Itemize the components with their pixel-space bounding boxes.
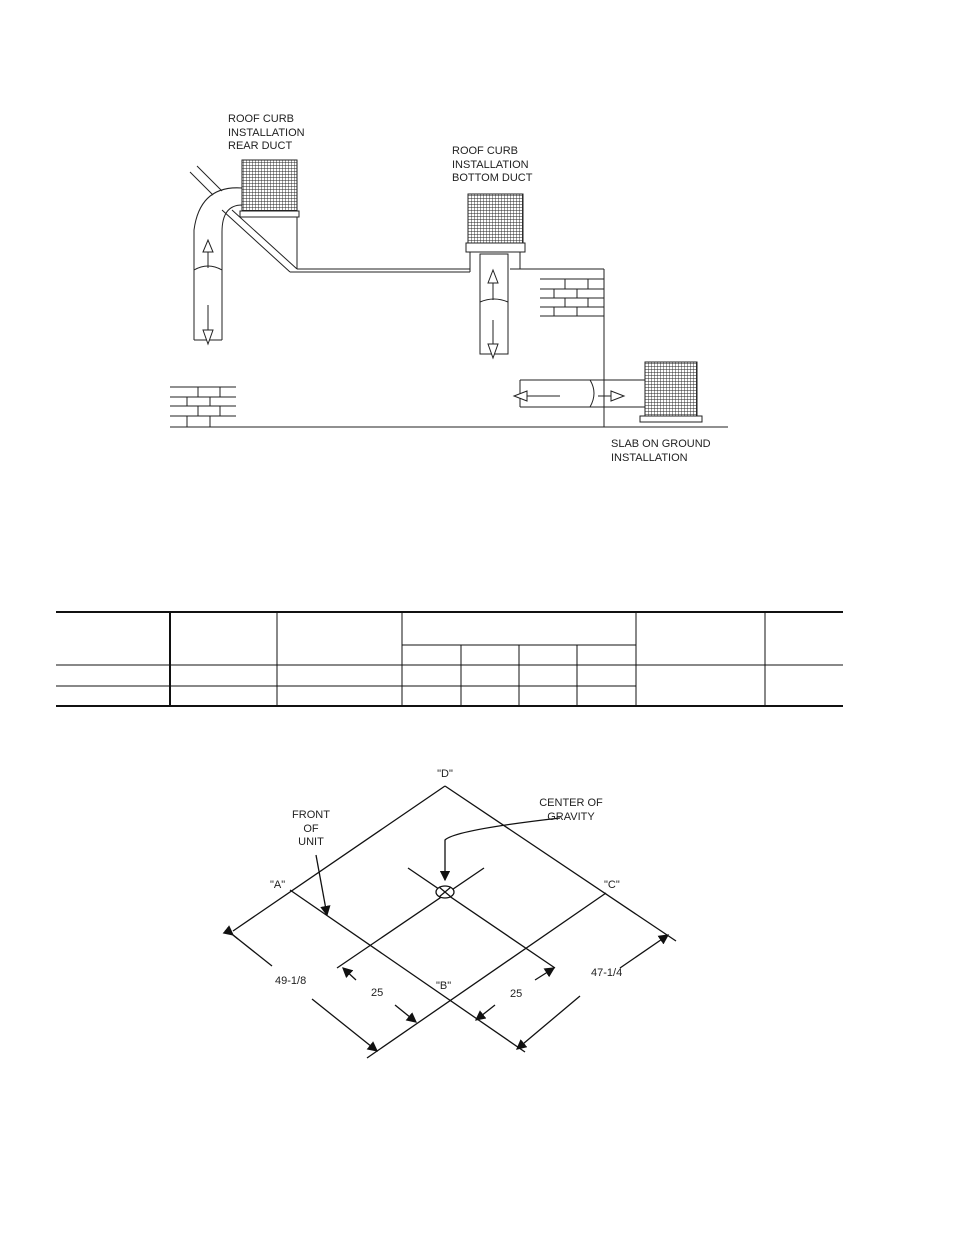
dimension-left-cg: 25 bbox=[371, 987, 384, 999]
edge-a-b bbox=[290, 890, 525, 1052]
corner-b-label: "B" bbox=[436, 980, 452, 992]
center-of-gravity-icon bbox=[436, 886, 454, 898]
label-slab-on-ground: SLAB ON GROUND INSTALLATION bbox=[611, 438, 711, 464]
corner-a-label: "A" bbox=[270, 879, 286, 891]
center-of-gravity-label: CENTER OF GRAVITY bbox=[539, 797, 603, 823]
dimension-right-length: 47-1/4 bbox=[591, 967, 623, 979]
unit-icon bbox=[240, 160, 299, 217]
edge-b-c bbox=[367, 893, 606, 1058]
corner-weight-diagram bbox=[0, 760, 954, 1070]
installation-diagram bbox=[0, 0, 954, 480]
building-roof bbox=[222, 210, 604, 427]
weight-table bbox=[0, 600, 954, 720]
label-roof-curb-rear: ROOF CURB INSTALLATION REAR DUCT bbox=[228, 113, 305, 152]
corner-c-label: "C" bbox=[604, 879, 620, 891]
brick-wall-icon bbox=[540, 279, 604, 316]
front-of-unit-label: FRONT OF UNIT bbox=[292, 809, 330, 848]
dimension-right-cg: 25 bbox=[510, 988, 523, 1000]
duct-elbow-icon bbox=[190, 166, 242, 344]
edge-a-d bbox=[233, 786, 445, 931]
corner-d-label: "D" bbox=[437, 768, 453, 780]
dimension-left-length: 49-1/8 bbox=[275, 975, 307, 987]
unit-icon bbox=[640, 362, 702, 422]
slab-duct bbox=[514, 380, 645, 407]
brick-wall-icon bbox=[170, 387, 236, 427]
label-roof-curb-bottom: ROOF CURB INSTALLATION BOTTOM DUCT bbox=[452, 145, 533, 184]
bottom-duct bbox=[480, 254, 508, 358]
